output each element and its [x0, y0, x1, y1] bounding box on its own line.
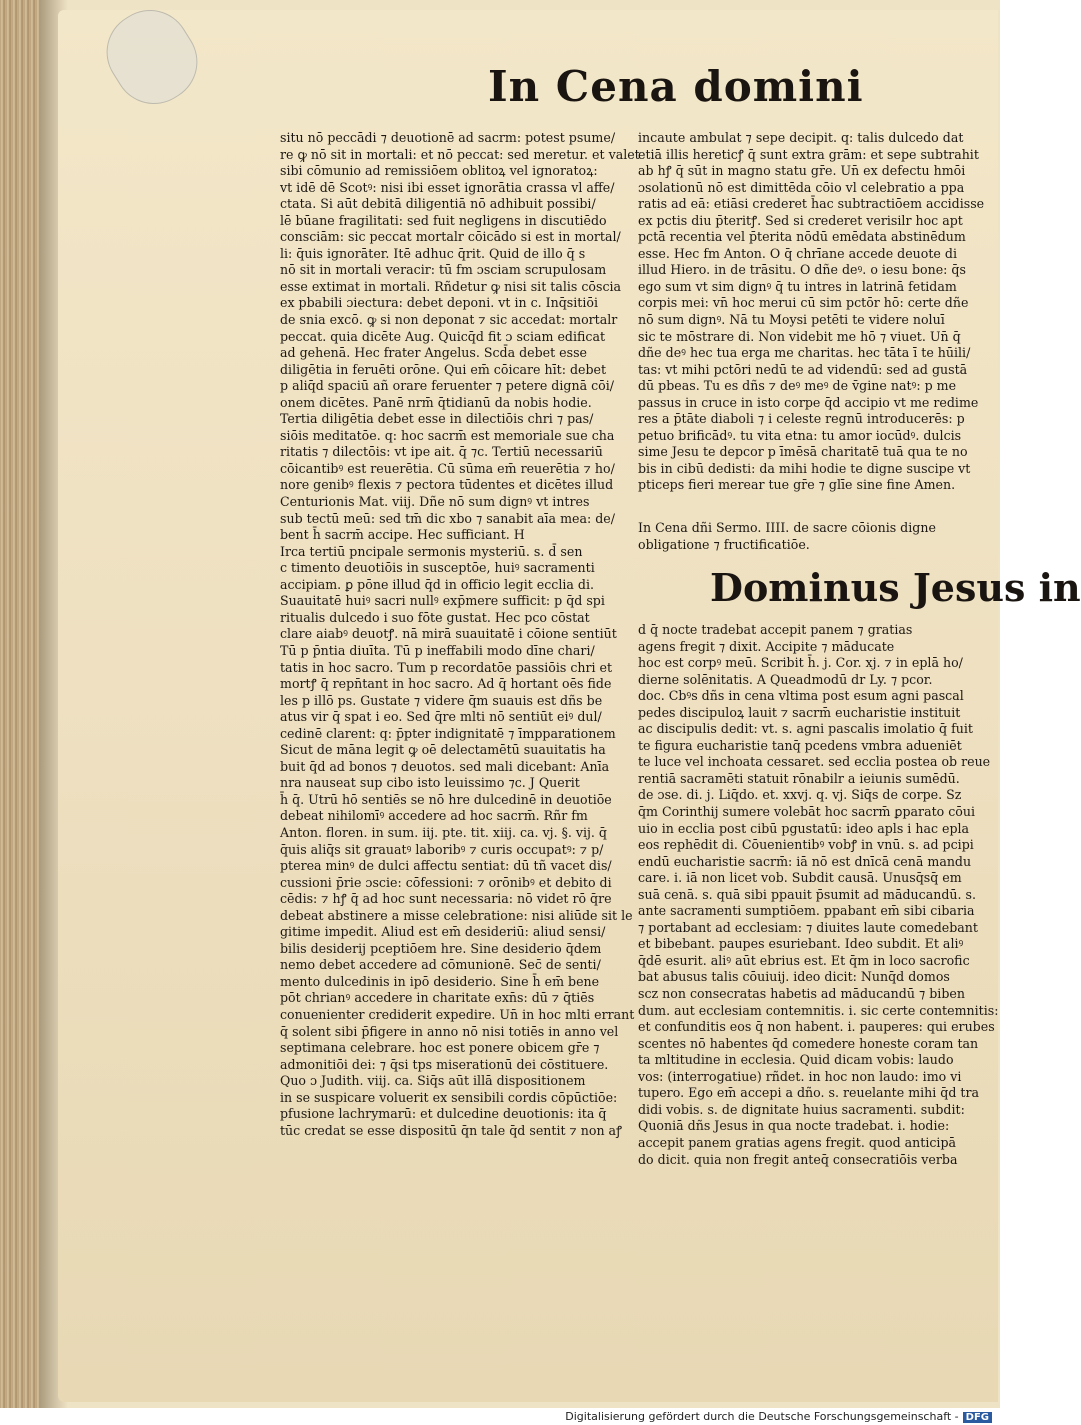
- text-line: onem dicētes. Panē nrm̄ q̄tidianū da nobis hodie.: [280, 394, 592, 410]
- text-line: do dicit. quia non fregit anteq̄ consecratiōis verba: [638, 1151, 958, 1167]
- footer-credit: Digitalisierung gefördert durch die Deutsche Forschungsgemeinschaft -: [565, 1410, 959, 1423]
- text-line: nō sit in mortali veracir: tū fm ɔsciam scrupulosam: [280, 262, 607, 278]
- text-line: pfusione lachrymarū: et dulcedine deuotionis: ita q̄: [280, 1106, 607, 1122]
- decorated-initial-heading: Dominus Jesus in: [710, 565, 1081, 610]
- text-line: pctā recentia vel p̄terita nōdū emēdata abstinēdum: [638, 229, 966, 245]
- text-line: bis in cibū dedisti: da mihi hodie te digne suscipe vt: [638, 460, 971, 476]
- text-line: esse extimat in mortali. Rñdetur ꝙ nisi sit talis cōscia: [280, 278, 622, 294]
- text-line: accepit panem gratias agens fregit. quod anticipā: [638, 1134, 957, 1150]
- text-line: cussioni p̄rie ɔscie: cōfessioni: ⁊ orōnibꝰ et debito di: [280, 874, 612, 890]
- text-line: septimana celebrare. hoc est ponere obicem gr̄e ⁊: [280, 1040, 600, 1056]
- text-line: bilis desiderij pceptiōem hre. Sine desiderio q̄dem: [280, 940, 602, 956]
- text-line: res a p̄tāte diaboli ⁊ i celeste regnū introducerēs: p: [638, 411, 965, 427]
- text-line: d q̄ nocte tradebat accepit panem ⁊ gratias: [638, 622, 913, 637]
- text-line: li: q̄uis ignorāter. Itē adhuc q̄rit. Quid de illo q̄ s: [280, 245, 586, 261]
- book-page: [58, 10, 1081, 1402]
- text-line: c timento deuotiōis in susceptōe, huiꝰ sacramenti: [280, 560, 595, 576]
- text-line: rentiā sacramēti statuit rōnabilr a ieiunis sumēdū.: [638, 770, 960, 786]
- sermon-heading-line: In Cena dñi Sermo. IIII. de sacre cōionis digne: [638, 520, 936, 535]
- text-line: Tū p p̄ntia diuīta. Tū p ineffabili modo dīne chari/: [280, 642, 595, 658]
- text-line: ctata. Si aūt debitā diligentiā nō adhibuit possibi/: [280, 196, 596, 212]
- text-line: corpis mei: vn̄ hoc merui cū sim pctōr hō: certe dñe: [638, 295, 969, 311]
- text-line: tas: vt mihi pctōri nedū te ad videndū: sed ad gustā: [638, 361, 968, 377]
- right-column: [638, 130, 1081, 1167]
- text-line: p aliq̄d spaciū añ orare feruenter ⁊ petere dignā cōi/: [280, 378, 614, 394]
- text-line: pticeps fieri merear tue gr̄e ⁊ glīe sine fine Amen.: [638, 477, 956, 493]
- text-line: ritatis ⁊ dilectōis: vt ipe ait. q̄ ⁊c. Tertiū necessariū: [280, 444, 603, 460]
- text-line: tatis in hoc sacro. Tum p recordatōe passiōis chri et: [280, 659, 613, 675]
- text-line: ex pbabili ɔiectura: debet deponi. vt in c. Inq̄sitiōi: [280, 295, 598, 311]
- left-column: [280, 130, 640, 1139]
- text-line: Anton. floren. in sum. iij. pte. tit. xiij. ca. vj. §. vij. q̄: [280, 824, 607, 840]
- text-line: et confunditis eos q̄ non habent. i. pauperes: qui erubes: [638, 1019, 995, 1035]
- text-line: te luce vel inchoata cessaret. sed ecclia postea ob reue: [638, 754, 991, 770]
- text-line: tūc credat se esse dispositū q̄n tale q̄d sentit ⁊ non aꝭ: [280, 1122, 623, 1138]
- text-line: et bibebant. paupes esuriebant. Ideo subdit. Et aliꝰ: [638, 936, 964, 952]
- text-line: uio in ecclia post cibū pgustatū: ideo apls i hac epla: [638, 820, 970, 836]
- text-line: sime Jesu te depcor p īmēsā charitatē tuā qua te no: [638, 444, 968, 460]
- text-line: q̄ solent sibi p̄figere in anno nō nisi totiēs in anno vel: [280, 1023, 619, 1039]
- text-line: situ nō peccādi ⁊ deuotionē ad sacrm: potest psume/: [280, 130, 616, 145]
- text-line: in se suspicare voluerit ex sensibili cordis cōpūctiōe:: [280, 1089, 618, 1105]
- text-line: etiā illis hereticꝭ q̄ sunt extra grām: et sepe subtrahit: [638, 146, 979, 162]
- text-line: nra nauseat sup cibo isto leuissimo ⁊c. J Querit: [280, 775, 580, 791]
- text-line: hoc est corpꝰ meū. Scribit h̄. j. Cor. xj. ⁊ in eplā ho/: [638, 655, 963, 671]
- dfg-logo: DFG: [963, 1412, 992, 1423]
- text-line: mento dulcedinis in ipō desiderio. Sine h̄ em̄ bene: [280, 973, 600, 989]
- text-line: ad gehenā. Hec frater Angelus. Scd̄a debet esse: [280, 345, 588, 361]
- text-line: ratis ad eā: etiāsi crederet h̄ac subtractiōem accidisse: [638, 196, 985, 212]
- text-line: Tertia diligētia debet esse in dilectiōis chri ⁊ pas/: [280, 411, 594, 427]
- text-line: conuenienter crediderit expedire. Un̄ in hoc mlti errant: [280, 1006, 635, 1022]
- text-line: eos rephēdit di. Cōuenientibꝰ vobꝭ in vnū. s. ad pcipi: [638, 837, 974, 853]
- text-line: te figura eucharistie tanq̄ pcedens vmbra adueniēt: [638, 737, 962, 753]
- right-column-upper: [638, 130, 998, 494]
- text-line: care. i. iā non licet vob. Subdit causā. Unusq̄sq̄ em: [638, 870, 962, 886]
- text-line: tupero. Ego em̄ accepi a dño. s. reuelante mihi q̄d tra: [638, 1085, 980, 1101]
- text-line: dum. aut ecclesiam contemnitis. i. sic certe contemnitis:: [638, 1002, 999, 1018]
- text-line: vt idē dē Scotꝰ: nisi ibi esset ignorātia crassa vl affe/: [280, 179, 615, 195]
- text-line: didi vobis. s. de dignitate huius sacramenti. subdit:: [638, 1101, 965, 1117]
- text-line: sibi cōmunio ad remissiōem oblitoꝝ vel ignoratoꝝ:: [280, 163, 598, 179]
- text-line: mortꝭ q̄ repn̄tant in hoc sacro. Ad q̄ hortant oēs fide: [280, 676, 612, 692]
- text-line: q̄uis aliq̄s sit grauatꝰ laboribꝰ ⁊ curis occupatꝰ: ⁊ p/: [280, 841, 604, 857]
- text-line: pōt chrianꝰ accedere in charitate exn̄s: dū ⁊ q̄tiēs: [280, 990, 595, 1006]
- text-line: re ꝙ nō sit in mortali: et nō peccat: sed meretur. et valet: [280, 146, 640, 162]
- text-line: cedinē clarent: q: p̄pter indignitatē ⁊ īmpparationem: [280, 725, 616, 741]
- page-clip-icon: [91, 0, 212, 119]
- text-line: ritualis dulcedo i suo fōte gustat. Hec pco cōstat: [280, 609, 590, 625]
- text-line: dierne solēnitatis. A Queadmodū dr Ly. ⁊ pcor.: [638, 671, 933, 687]
- text-line: consciām: sic peccat mortalr cōicādo si est in mortal/: [280, 229, 621, 245]
- text-line: q̄dē esurit. aliꝰ aūt ebrius est. Et q̄m in loco sacrofic: [638, 952, 970, 968]
- text-line: vos: (interrogatiue) rñdet. in hoc non laudo: imo vi: [638, 1068, 962, 1084]
- text-line: scentes nō habentes q̄d comedere honeste coram tan: [638, 1035, 979, 1051]
- text-line: Quo ɔ Judith. viij. ca. Siq̄s aūt illā dispositionem: [280, 1073, 586, 1089]
- text-line: doc. Cbꝰs dñs in cena vltima post esum agni pascal: [638, 688, 964, 704]
- right-column-lower: [638, 622, 998, 1168]
- text-line: passus in cruce in isto corpe q̄d accipio vt me redime: [638, 394, 979, 410]
- text-line: sub tectū meū: sed tm̄ dic xbo ⁊ sanabit aīa mea: de/: [280, 510, 615, 526]
- text-line: gitime impedit. Aliud est em̄ desideriū: aliud sensi/: [280, 924, 606, 940]
- text-line: bent h̄ sacrm̄ accipe. Hec sufficiant. H: [280, 527, 525, 543]
- text-line: dñe deꝰ hec tua erga me charitas. hec tāta ī te hūili/: [638, 345, 971, 361]
- text-line: ante sacramenti sumptiōem. ppabant em̄ sibi cibaria: [638, 903, 975, 919]
- sermon-section: [638, 520, 1081, 1167]
- text-line: bat abusus talis cōuiuij. ideo dicit: Nunq̄d domos: [638, 969, 950, 985]
- text-line: debeat nihilomīꝰ accedere ad hoc sacrm̄. Rñr fm: [280, 808, 588, 824]
- text-line: lē būane fragilitati: sed fuit negligens in discutiēdo: [280, 212, 607, 228]
- text-line: nemo debet accedere ad cōmunionē. Sec̄ de senti/: [280, 957, 601, 973]
- text-line: suā cenā. s. quā sibi ppauit p̄sumit ad māducandū. s.: [638, 886, 976, 902]
- text-line: atus vir q̄ spat i eo. Sed q̄re mlti nō sentiūt eiꝰ dul/: [280, 709, 602, 725]
- text-line: cōicantibꝰ est reuerētia. Cū sūma em̄ reuerētia ⁊ ho/: [280, 460, 615, 476]
- text-line: Sicut de māna legit ꝙ oē delectamētū suauitatis ha: [280, 742, 606, 758]
- text-line: endū eucharistie sacrm̄: iā nō est dnīcā cenā mandu: [638, 853, 972, 869]
- text-line: Suauitatē huiꝰ sacri nullꝰ exp̄mere sufficit: p q̄d spi: [280, 593, 605, 609]
- text-line: Centurionis Mat. viij. Dñe nō sum dignꝰ vt intres: [280, 494, 590, 510]
- text-line: dū pbeas. Tu es dñs ⁊ deꝰ meꝰ de v̄gine natꝰ: p me: [638, 378, 957, 394]
- text-line: agens fregit ⁊ dixit. Accipite ⁊ māducate: [638, 638, 895, 654]
- text-line: buit q̄d ad bonos ⁊ deuotos. sed mali dicebant: Anīa: [280, 758, 610, 774]
- text-line: scz non consecratas habetis ad māducandū ⁊ biben: [638, 986, 965, 1002]
- text-line: admonitiōi dei: ⁊ q̄si tps miserationū dei cōstituere.: [280, 1056, 609, 1072]
- text-line: ɔsolationū nō est dimittēda cōio vl celebratio a ppa: [638, 179, 965, 195]
- text-line: sic te mōstrare di. Non videbit me hō ⁊ viuet. Un̄ q̄: [638, 328, 961, 344]
- text-line: pterea minꝰ de dulci affectu sentiat: dū tñ vacet dis/: [280, 858, 612, 874]
- book-page-edges: [0, 0, 40, 1408]
- text-line: debeat abstinere a misse celebratione: nisi aliūde sit le: [280, 907, 633, 923]
- text-line: q̄m Corinthij sumere volebāt hoc sacrm̄ ꝑparato cōui: [638, 804, 975, 820]
- running-head: In Cena domini: [488, 62, 864, 111]
- text-line: nō sum dignꝰ. Nā tu Moysi petēti te videre noluī: [638, 312, 945, 328]
- text-line: ta mltitudine in ecclesia. Quid dicam vobis: laudo: [638, 1052, 954, 1068]
- text-line: esse. Hec fm Anton. O q̄ chrīane accede deuote di: [638, 245, 957, 261]
- text-line: pedes discipuloꝝ lauit ⁊ sacrm̄ eucharistie instituit: [638, 704, 961, 720]
- text-line: ex pctis diu p̄teritꝭ. Sed si crederet verisilr hoc apt: [638, 212, 963, 228]
- text-line: Irca tertiū pncipale sermonis mysteriū. s. d̄ sen: [280, 543, 583, 559]
- text-line: incaute ambulat ⁊ sepe decipit. q: talis dulcedo dat: [638, 130, 964, 145]
- text-line: de ɔse. di. j. Liq̄do. et. xxvj. q. vj. Siq̄s de corpe. Sz: [638, 787, 962, 803]
- text-line: illud Hiero. in de trāsitu. O dñe deꝰ. o iesu bone: q̄s: [638, 262, 966, 278]
- footer-bar: [0, 1408, 1000, 1425]
- text-line: ac discipulis dedit: vt. s. agni pascalis imolatio q̄ fuit: [638, 721, 973, 737]
- text-line: les p illō ps. Gustate ⁊ videre q̄m suauis est dñs be: [280, 692, 603, 708]
- text-line: cēdis: ⁊ hꝭ q̄ ad hoc sunt necessaria: nō videt rō q̄re: [280, 891, 612, 907]
- text-line: Quoniā dñs Jesus in qua nocte tradebat. i. hodie:: [638, 1118, 950, 1134]
- text-line: ego sum vt sim dignꝰ q̄ tu intres in latrinā fetidam: [638, 278, 957, 294]
- text-line: clare aiabꝰ deuotꝭ. nā mirā suauitatē i cōione sentiūt: [280, 626, 617, 642]
- text-line: petuo brificādꝰ. tu vita etna: tu amor iocūdꝰ. dulcis: [638, 427, 962, 443]
- text-line: peccat. quia dicēte Aug. Quicq̄d fit ɔ sciam edificat: [280, 328, 606, 344]
- text-line: siōis meditatōe. q: hoc sacrm̄ est memoriale sue cha: [280, 427, 615, 443]
- text-line: ab hꝭ q̄ sūt in magno statu gr̄e. Un̄ ex defectu hmōi: [638, 163, 966, 179]
- text-line: h̄ q̄. Utrū hō sentiēs se nō hre dulcedinē in deuotiōe: [280, 791, 612, 807]
- text-line: diligētia in feruēti orōne. Qui em̄ cōicare hīt: debet: [280, 361, 607, 377]
- text-line: accipiam. ꝑ pōne illud q̄d in officio legit ecclia di.: [280, 576, 595, 592]
- sermon-heading-line: obligatione ⁊ fructificatiōe.: [638, 536, 810, 552]
- text-line: nore genibꝰ flexis ⁊ pectora tūdentes et dicētes illud: [280, 477, 614, 493]
- text-line: de snia excō. ꝙ si non deponat ⁊ sic accedat: mortalr: [280, 312, 618, 328]
- text-line: ⁊ portabant ad ecclesiam: ⁊ diuites laute comedebant: [638, 919, 978, 935]
